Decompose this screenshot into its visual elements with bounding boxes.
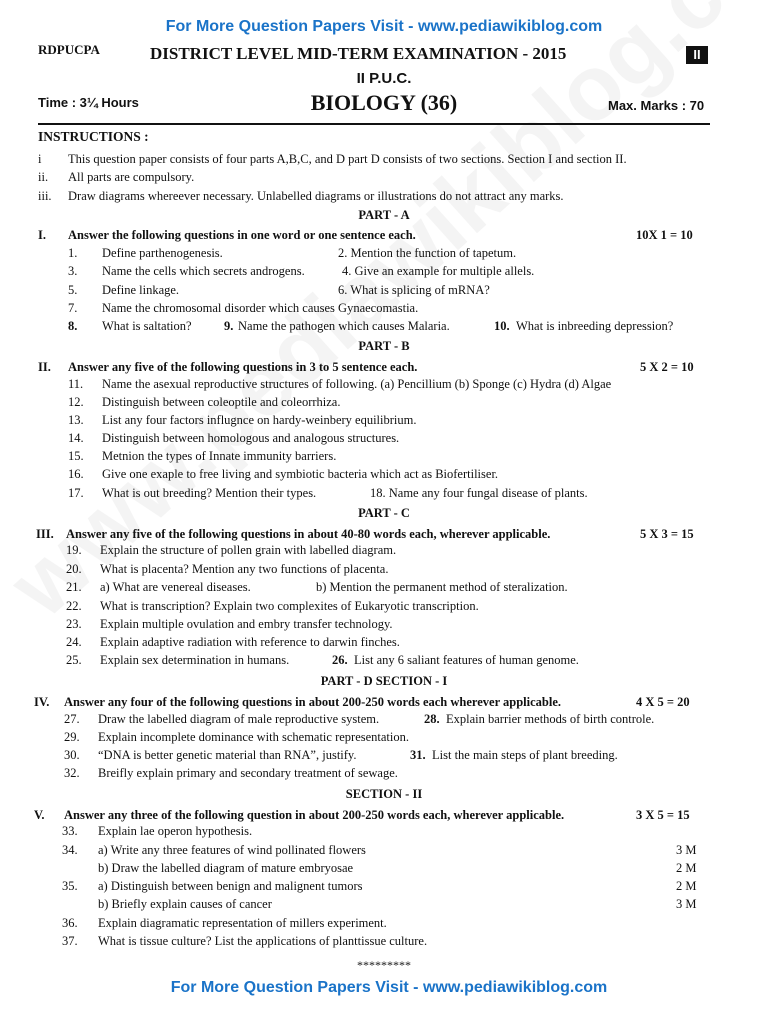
question-row: 12. Distinguish between coleoptile and coleorrhiza. [68, 395, 341, 409]
question-row: 20. What is placenta? Mention any two functions of placenta. [66, 562, 389, 576]
question-row: 24. Explain adaptive radiation with reference to darwin finches. [66, 635, 400, 649]
section-2-title: SECTION - II [345, 787, 423, 801]
instructions-heading: INSTRUCTIONS : [38, 129, 149, 144]
question-row: 15. Metnion the types of Innate immunity barriers. [68, 449, 337, 463]
question-row: 22. What is transcription? Explain two complexites of Eukaryotic transcription. [66, 599, 479, 613]
question-row: 23. Explain multiple ovulation and embry transfer technology. [66, 617, 393, 631]
question-row: 7. Name the chromosomal disorder which causes Gynaecomastia. [68, 301, 419, 315]
part-c-instruction: III. Answer any five of the following questions in about 40-80 words each, wherever applicable. 5 X 3 = 15 [36, 527, 694, 541]
question-row: b) Briefly explain causes of cancer 3 M [98, 897, 697, 911]
header-rule [38, 123, 710, 125]
top-banner-link[interactable]: For More Question Papers Visit - www.pediawikiblog.com [165, 18, 603, 35]
question-row: 11. Name the asexual reproductive structures of following. (a) Pencillium (b) Sponge (c) Hydra (d) Algae [68, 377, 612, 391]
part-d-section-1-title: PART - D SECTION - I [320, 674, 448, 688]
question-row: 32. Breifly explain primary and secondary treatment of sewage. [64, 766, 398, 780]
question-row: 25. Explain sex determination in humans. 26. List any 6 saliant features of human genome. [66, 653, 579, 667]
instruction-item: ii. All parts are compulsory. [38, 170, 195, 184]
question-row: 19. Explain the structure of pollen grain with labelled diagram. [66, 543, 397, 557]
paper-code: RDPUCPA [38, 42, 100, 57]
part-d-section-1-instruction: IV. Answer any four of the following questions in about 200-250 words each wherever applicable. 4 X 5 = 20 [34, 695, 690, 709]
exam-title: DISTRICT LEVEL MID-TERM EXAMINATION - 2015 [150, 44, 567, 63]
question-row: 17. What is out breeding? Mention their types. 18. Name any four fungal disease of plants. [68, 486, 588, 500]
part-c-title: PART - C [358, 506, 410, 520]
question-row: 3. Name the cells which secrets androgens. 4. Give an example for multiple allels. [68, 264, 535, 278]
question-row: 35. a) Distinguish between benign and malignent tumors 2 M [62, 879, 697, 893]
question-row: 16. Give one exaple to free living and symbiotic bacteria which act as Biofertiliser. [68, 467, 499, 481]
bottom-banner-link[interactable]: For More Question Papers Visit - www.pediawikiblog.com [170, 979, 608, 996]
part-b-title: PART - B [358, 339, 410, 353]
class-badge: II [686, 46, 708, 64]
question-row: 21. a) What are venereal diseases. b) Mention the permanent method of steralization. [66, 580, 568, 594]
question-row: 36. Explain diagramatic representation of millers experiment. [62, 916, 387, 930]
question-row: 14. Distinguish between homologous and analogous structures. [68, 431, 400, 445]
class-label: II P.U.C. [356, 70, 412, 87]
instruction-item: i This question paper consists of four parts A,B,C, and D part D consists of two sections. Section I and section II. [38, 152, 627, 166]
max-marks: Max. Marks : 70 [608, 98, 705, 113]
question-row: 33. Explain lae operon hypothesis. [62, 824, 253, 838]
part-b-instruction: II. Answer any five of the following questions in 3 to 5 sentence each. 5 X 2 = 10 [38, 360, 694, 374]
part-a-title: PART - A [358, 208, 410, 222]
question-row: 5. Define linkage. 6. What is splicing of mRNA? [68, 283, 490, 297]
question-row: b) Draw the labelled diagram of mature embryosae 2 M [98, 861, 697, 875]
part-a-instruction: I. Answer the following questions in one word or one sentence each. 10X 1 = 10 [38, 228, 693, 242]
question-row: 29. Explain incomplete dominance with schematic representation. [64, 730, 410, 744]
subject-title: BIOLOGY (36) [310, 90, 458, 115]
end-marker: ********* [357, 958, 411, 972]
question-row: 13. List any four factors influgnce on hardy-weinbery equilibrium. [68, 413, 417, 427]
instruction-item: iii. Draw diagrams whereever necessary. Unlabelled diagrams or illustrations do not attract any marks. [38, 189, 564, 203]
question-row: 8. What is saltation? 9. Name the pathogen which causes Malaria. 10. What is inbreeding depression? [68, 319, 674, 333]
question-row: 27. Draw the labelled diagram of male reproductive system. 28. Explain barrier methods of birth controle. [64, 712, 655, 726]
question-row: 30. “DNA is better genetic material than RNA”, justify. 31. List the main steps of plant breeding. [64, 748, 618, 762]
section-2-instruction: V. Answer any three of the following question in about 200-250 words each, wherever applicable. 3 X 5 = 15 [34, 808, 690, 822]
question-row: 1. Define parthenogenesis. 2. Mention the function of tapetum. [68, 246, 517, 260]
question-row: 37. What is tissue culture? List the applications of planttissue culture. [62, 934, 428, 948]
question-row: 34. a) Write any three features of wind pollinated flowers 3 M [62, 843, 697, 857]
time-label: Time : 3¼ Hours [38, 95, 139, 110]
